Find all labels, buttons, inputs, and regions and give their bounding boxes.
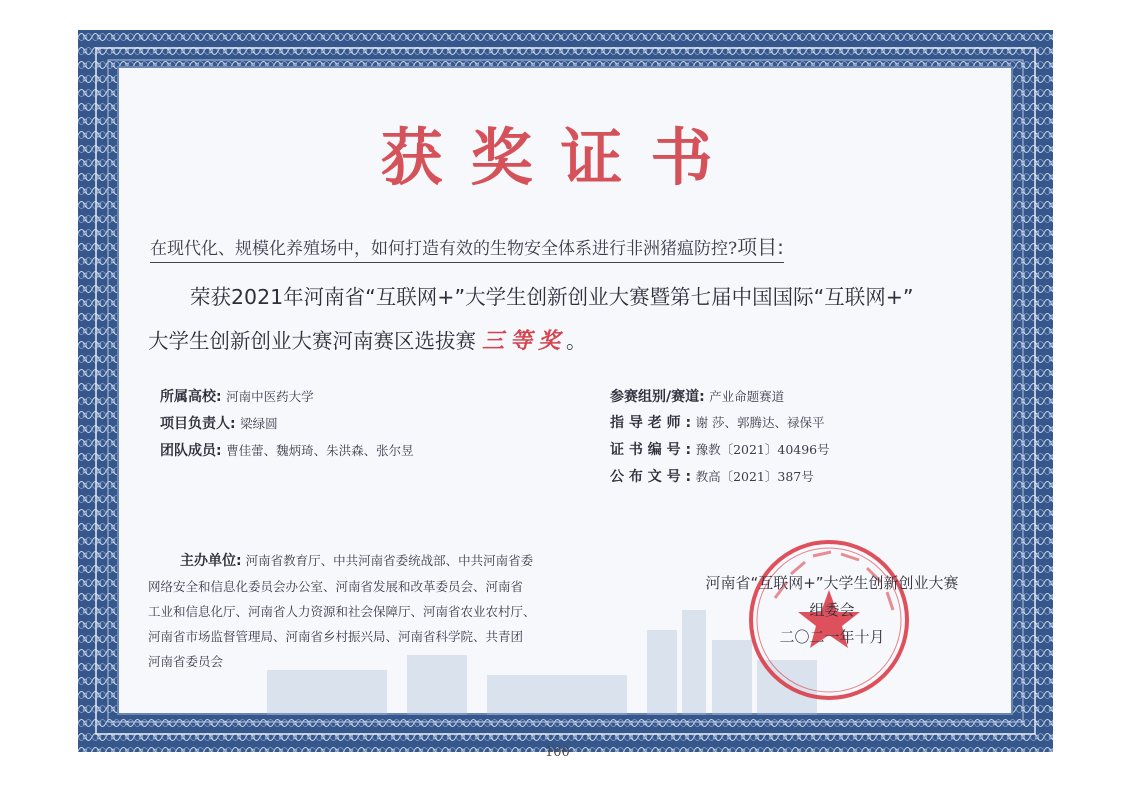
organizers-label: 主办单位: [180,553,242,569]
page-number: 100 [545,745,570,760]
team-label: 团队成员: [160,443,222,459]
organizers-line1 [148,548,618,574]
organizers-line1-text: 河南省教育厅、中共河南省委统战部、中共河南省委 [245,553,534,568]
doc-no-label: 公 布 文 号 : [610,469,692,485]
committee-signature [672,570,992,651]
track-row [610,386,784,406]
committee-name-2: 组委会 [809,601,855,619]
organizers-block [148,548,618,674]
project-suffix: 项目: [737,235,784,259]
prize-level: 三等奖 [482,328,567,354]
project-title [150,231,784,263]
award-period: 。 [566,329,587,353]
team-value: 曹佳蕾、魏炳琦、朱洪森、张尔昱 [226,443,414,458]
issue-date: 二〇二一年十月 [779,628,885,646]
school-row [160,386,314,406]
doc-no-value: 教高〔2021〕387号 [695,469,814,484]
track-value: 产业命题赛道 [709,389,785,404]
project-name: 在现代化、规模化养殖场中，如何打造有效的生物安全体系进行非洲猪瘟防控? [150,239,738,259]
organizers-line3: 工业和信息化厅、河南省人力资源和社会保障厅、河南省农业农村厅、 [148,604,536,619]
award-text-line1: 荣获2021年河南省“互联网+”大学生创新创业大赛暨第七届中国国际“互联网+” [190,285,914,309]
organizers-line5: 河南省委员会 [148,654,224,669]
school-label: 所属高校: [160,389,222,405]
cert-no-label: 证 书 编 号 : [610,442,692,458]
cert-no-row [610,439,830,459]
advisor-row [610,412,825,432]
cert-no-value: 豫教〔2021〕40496号 [695,442,830,457]
award-text-line2-body: 大学生创新创业大赛河南赛区选拔赛 [148,329,476,353]
advisor-value: 谢 莎、郭腾达、禄保平 [695,415,825,430]
doc-no-row [610,466,814,486]
leader-row [160,413,278,433]
school-value: 河南中医药大学 [226,389,314,404]
organizers-line2: 网络安全和信息化委员会办公室、河南省发展和改革委员会、河南省 [148,579,524,594]
leader-label: 项目负责人: [160,416,236,432]
leader-value: 梁绿圆 [240,416,278,431]
certificate-title: 获奖证书 [380,121,741,194]
organizers-line4: 河南省市场监督管理局、河南省乡村振兴局、河南省科学院、共青团 [148,629,524,644]
advisor-label: 指 导 老 师 : [610,415,692,431]
track-label: 参赛组别/赛道: [610,389,705,405]
committee-name: 河南省“互联网+”大学生创新创业大赛 [705,574,959,592]
team-row [160,440,414,460]
award-text-line2 [148,324,587,355]
